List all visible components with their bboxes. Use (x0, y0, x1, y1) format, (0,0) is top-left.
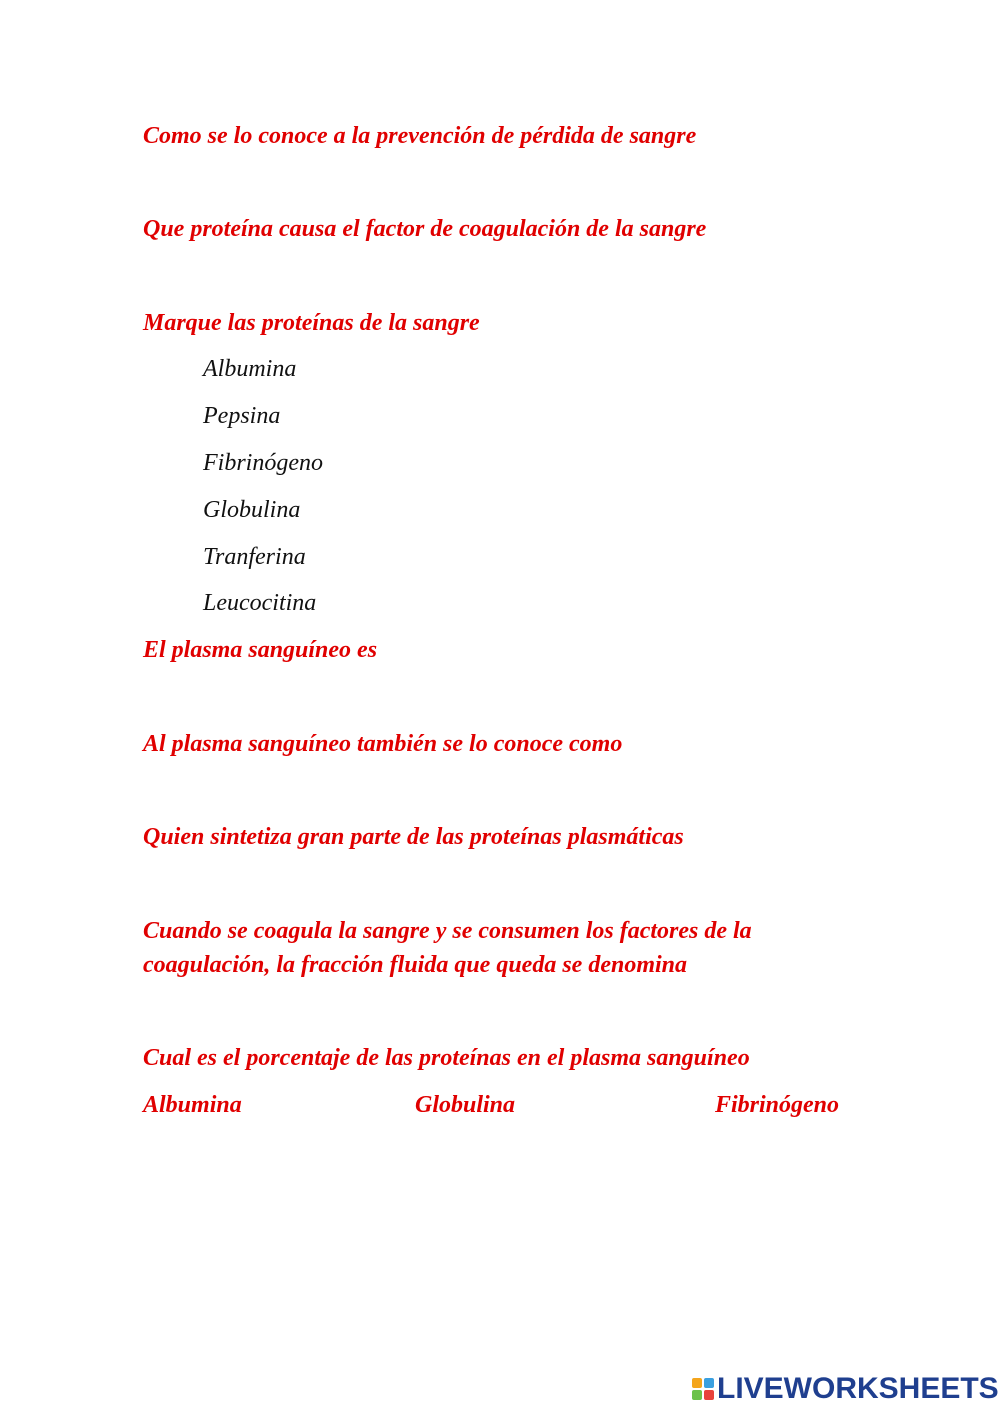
question-plasma-also-known: Al plasma sanguíneo también se lo conoce como (143, 731, 623, 757)
question-synthesizes-proteins: Quien sintetiza gran parte de las proteínas plasmáticas (143, 824, 684, 850)
logo-square-icon (692, 1390, 702, 1400)
question-coagulation-protein: Que proteína causa el factor de coagulación de la sangre (143, 216, 707, 242)
question-protein-percentage: Cual es el porcentaje de las proteínas en el plasma sanguíneo (143, 1045, 750, 1071)
question-mark-blood-proteins: Marque las proteínas de la sangre (143, 310, 480, 336)
liveworksheets-logo-icon (692, 1378, 714, 1400)
option-fibrinogeno[interactable]: Fibrinógeno (203, 450, 323, 476)
column-albumina: Albumina (143, 1092, 242, 1118)
option-leucocitina[interactable]: Leucocitina (203, 590, 317, 616)
option-pepsina[interactable]: Pepsina (203, 403, 281, 429)
question-plasma-is: El plasma sanguíneo es (143, 637, 378, 663)
logo-square-icon (692, 1378, 702, 1388)
option-globulina[interactable]: Globulina (203, 497, 301, 523)
column-globulina: Globulina (415, 1092, 516, 1118)
option-tranferina[interactable]: Tranferina (203, 544, 306, 570)
question-coagulation-fluid-line1: Cuando se coagula la sangre y se consumen los factores de la (143, 918, 752, 944)
question-coagulation-fluid-line2: coagulación, la fracción fluida que queda se denomina (143, 952, 688, 978)
logo-square-icon (704, 1378, 714, 1388)
option-albumina[interactable]: Albumina (203, 356, 297, 382)
question-prevention-blood-loss: Como se lo conoce a la prevención de pérdida de sangre (143, 123, 697, 149)
liveworksheets-logo (692, 1374, 999, 1404)
logo-square-icon (704, 1390, 714, 1400)
column-fibrinogeno: Fibrinógeno (715, 1092, 840, 1118)
logo-text: LIVEWORKSHEETS (717, 1372, 999, 1405)
